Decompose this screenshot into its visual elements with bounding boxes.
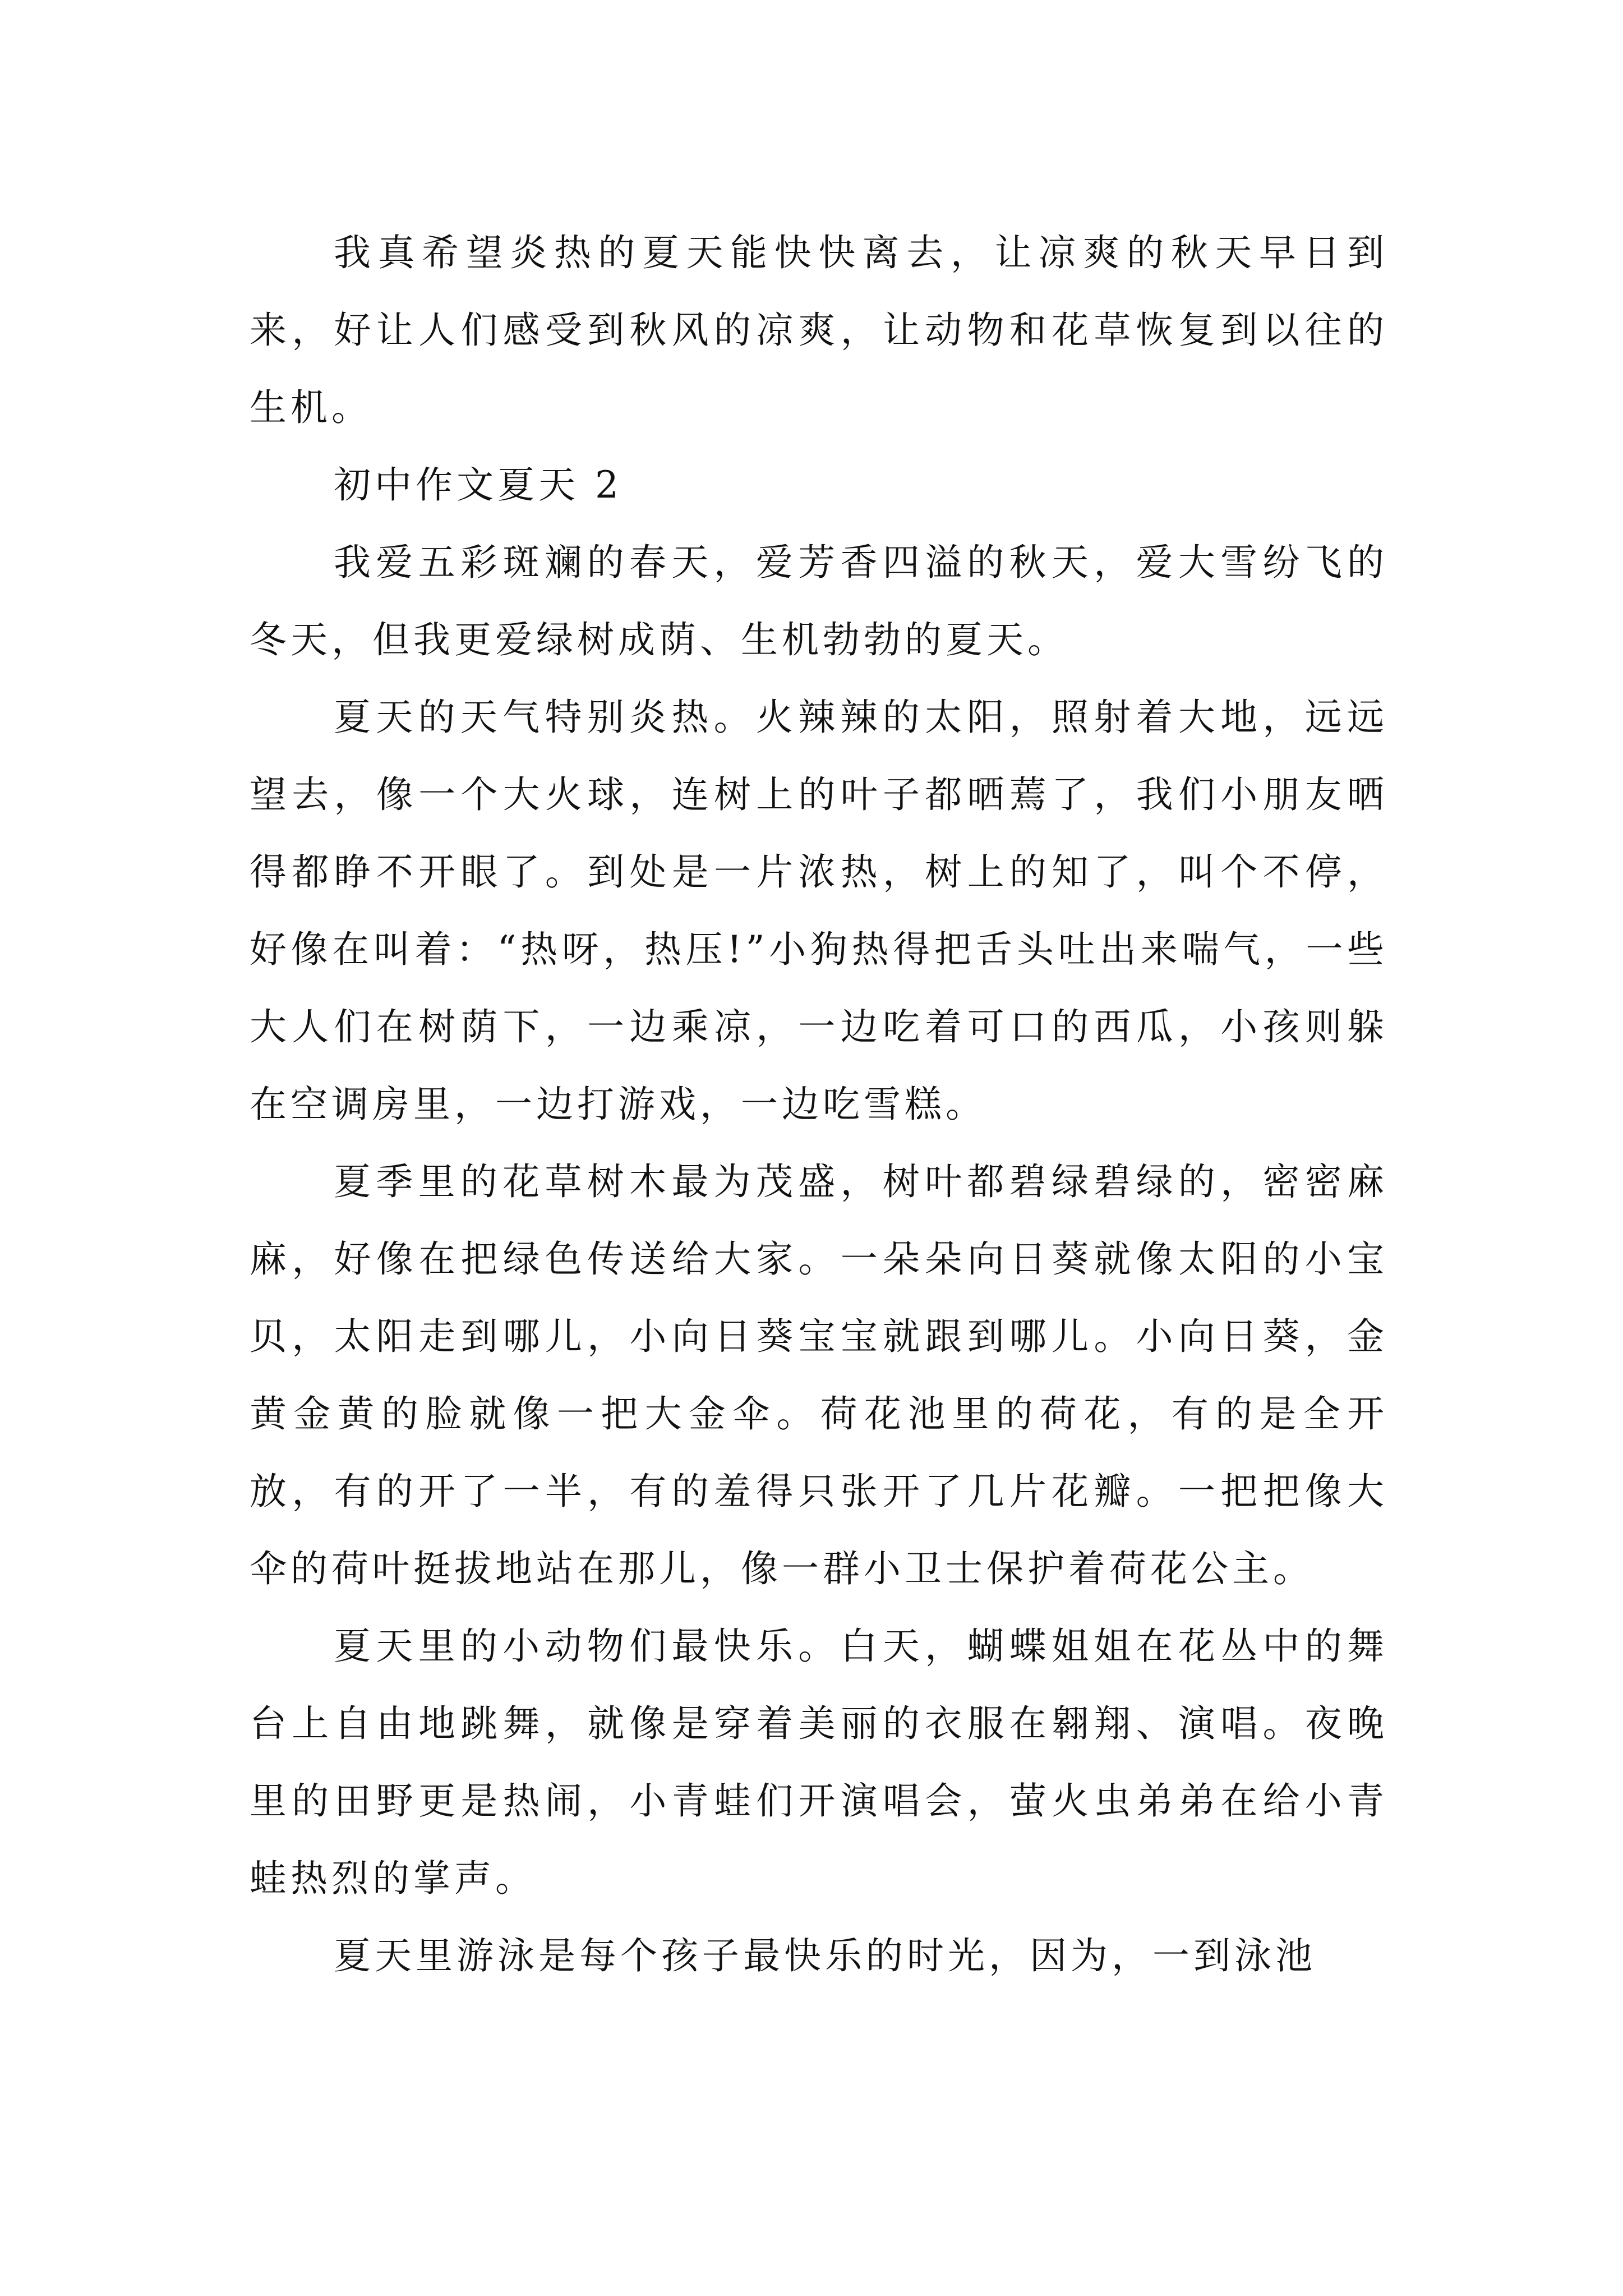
- paragraph-intro: 我爱五彩斑斓的春天，爱芳香四溢的秋天，爱大雪纷飞的冬天，但我更爱绿树成荫、生机勃勃的夏天。: [250, 541, 1388, 661]
- paragraph-closing: 我真希望炎热的夏天能快快离去，让凉爽的秋天早日到来，好让人们感受到秋风的凉爽，让动物和花草恢复到以往的生机。: [250, 231, 1388, 429]
- essay-title: 初中作文夏天 2: [334, 463, 623, 507]
- paragraph-weather: 夏天的天气特别炎热。火辣辣的太阳，照射着大地，远远望去，像一个大火球，连树上的叶子都晒蔫了，我们小朋友晒得都睁不开眼了。到处是一片浓热，树上的知了，叫个不停，好像在叫着：“热呀，热压!”小狗热得把舌头吐出来喘气，一些大人们在树荫下，一边乘凉，一边吃着可口的西瓜，小孩则躲在空调房里，一边打游戏，一边吃雪糕。: [250, 696, 1388, 1126]
- paragraph-animals: 夏天里的小动物们最快乐。白天，蝴蝶姐姐在花丛中的舞台上自由地跳舞，就像是穿着美丽的衣服在翱翔、演唱。夜晚里的田野更是热闹，小青蛙们开演唱会，萤火虫弟弟在给小青蛙热烈的掌声。: [250, 1625, 1388, 1900]
- paragraph-plants: 夏季里的花草树木最为茂盛，树叶都碧绿碧绿的，密密麻麻，好像在把绿色传送给大家。一朵朵向日葵就像太阳的小宝贝，太阳走到哪儿，小向日葵宝宝就跟到哪儿。小向日葵，金黄金黄的脸就像一把大金伞。荷花池里的荷花，有的是全开放，有的开了一半，有的羞得只张开了几片花瓣。一把把像大伞的荷叶挺拔地站在那儿，像一群小卫士保护着荷花公主。: [250, 1160, 1388, 1590]
- document-body: [250, 214, 1388, 1995]
- paragraph-swimming: 夏天里游泳是每个孩子最快乐的时光，因为，一到泳池: [334, 1934, 1316, 1977]
